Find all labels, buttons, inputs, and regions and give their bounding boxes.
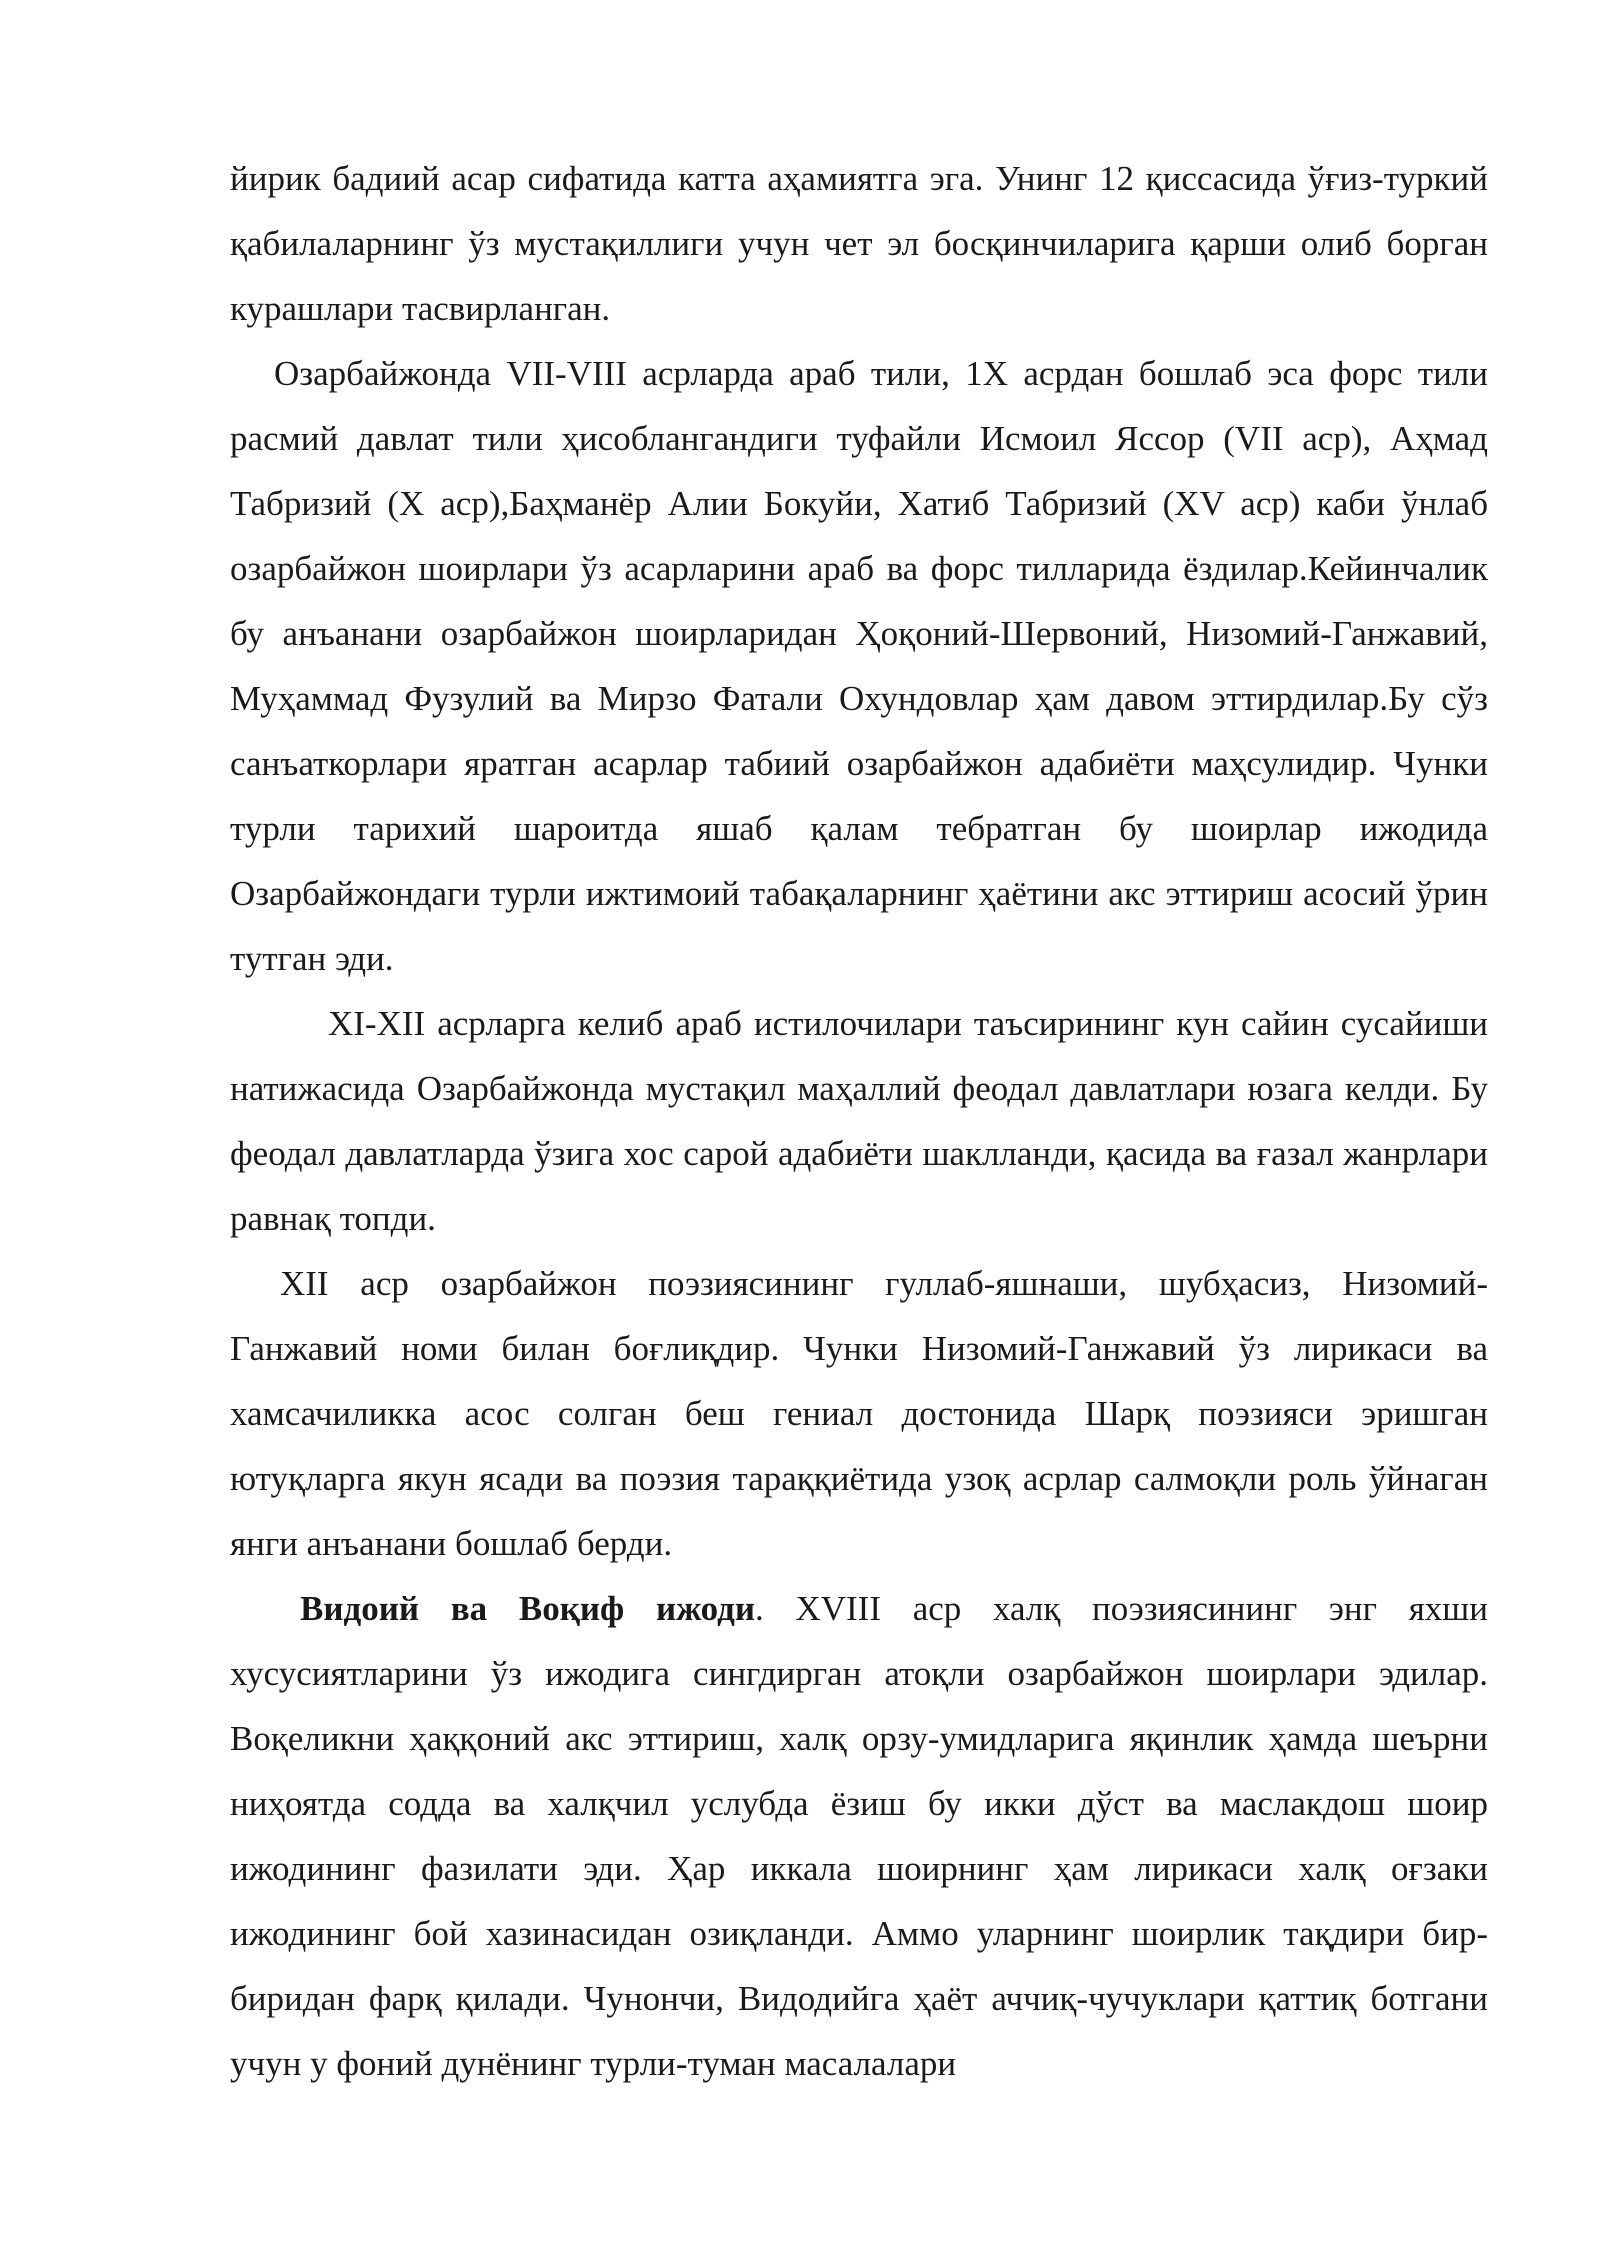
paragraph-xi-xii-centuries: XI-XII асрларга келиб араб истилочилари таъсирининг кун сайин сусайиши натижасида Озарбайжонда мустақил маҳаллий феодал давлатлари юзага келди. Бу феодал давлатларда ўзига хос сарой адабиёти шаклланди, қасида ва ғазал жанрлари равнақ топди.: [230, 1004, 1488, 1238]
paragraph-vidadi-vagif-text: . XVIII аср халқ поэзиясининг энг яхши хусусиятларини ўз ижодига сингдирган атоқли озарбайжон шоирлари эдилар. Воқеликни ҳаққоний акс эттириш, халқ орзу-умидларига яқинлик ҳамда шеърни ниҳоятда содда ва халқчил услубда ёзиш бу икки дўст ва маслакдош шоир ижодининг фазилати эди. Ҳар иккала шоирнинг ҳам лирикаси халқ оғзаки ижодининг бой хазинасидан озиқланди. Аммо уларнинг шоирлик тақдири бир-биридан фарқ қилади. Чунончи, Видодийга ҳаёт аччиқ-чучуклари қаттиқ ботгани учун у фоний дунёнинг турли-туман масалалари: [230, 1589, 1488, 2083]
paragraph-intro: йирик бадиий асар сифатида катта аҳамиятга эга. Унинг 12 қиссасида ўғиз-туркий қабилаларнинг ўз мустақиллиги учун чет эл босқинчиларига қарши олиб борган курашлари тасвирланган.: [230, 159, 1488, 328]
document-page: [230, 146, 1488, 2096]
section-heading: Видоий ва Воқиф ижоди: [300, 1589, 756, 1628]
paragraph-azerbaijan-languages: Озарбайжонда VII-VIII асрларда араб тили, 1Х асрдан бошлаб эса форс тили расмий давлат тили ҳисоблангандиги туфайли Исмоил Яссор (VII аср), Аҳмад Табризий (Х аср),Баҳманёр Алии Бокуйи, Хатиб Табризий (XV аср) каби ўнлаб озарбайжон шоирлари ўз асарларини араб ва форс тилларида ёздилар.Кейинчалик бу анъанани озарбайжон шоирларидан Ҳоқоний-Шервоний, Низомий-Ганжавий, Муҳаммад Фузулий ва Мирзо Фатали Охундовлар ҳам давом эттирдилар.Бу сўз санъаткорлари яратган асарлар табиий озарбайжон адабиёти маҳсулидир. Чунки турли тарихий шароитда яшаб қалам тебратган бу шоирлар ижодида Озарбайжондаги турли ижтимоий табақаларнинг ҳаётини акс эттириш асосий ўрин тутган эди.: [230, 354, 1488, 978]
paragraph-vidadi-vagif: [230, 1576, 1488, 2096]
paragraph-xii-century-nizami: XII аср озарбайжон поэзиясининг гуллаб-яшнаши, шубҳасиз, Низомий-Ганжавий номи билан боғлиқдир. Чунки Низомий-Ганжавий ўз лирикаси ва хамсачиликка асос солган беш гениал достонида Шарқ поэзияси эришган ютуқларга якун ясади ва поэзия тараққиётида узоқ асрлар салмоқли роль ўйнаган янги анъанани бошлаб берди.: [230, 1264, 1488, 1563]
